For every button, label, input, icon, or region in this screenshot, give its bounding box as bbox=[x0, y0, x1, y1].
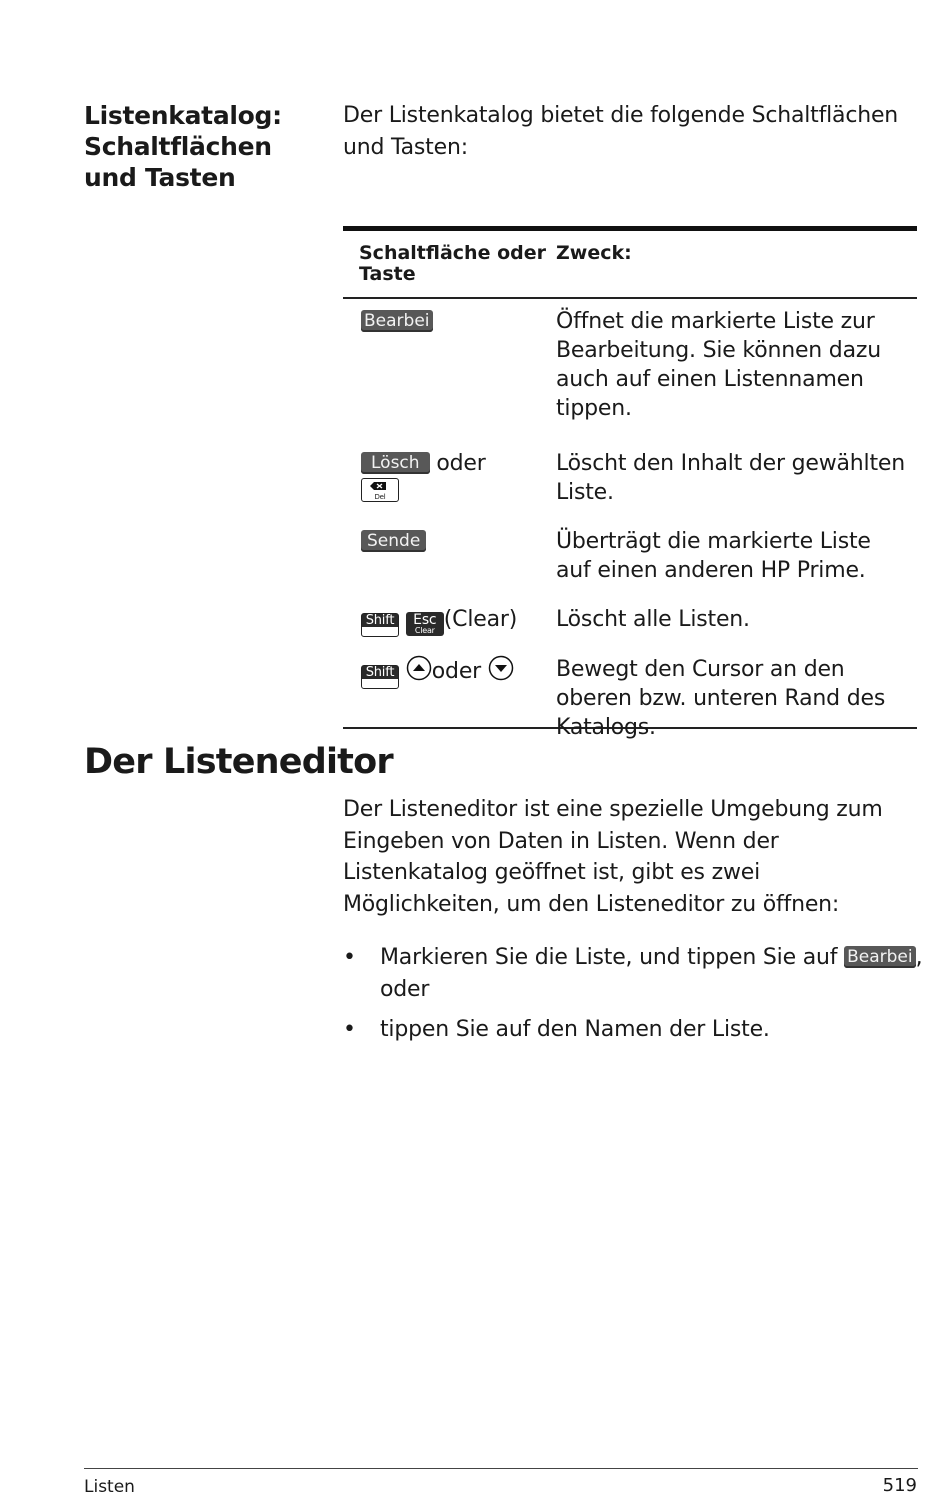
del-label: Del bbox=[374, 493, 386, 501]
footer-chapter: Listen bbox=[84, 1477, 135, 1497]
table-row bbox=[343, 527, 917, 605]
loesch-softkey: Lösch bbox=[361, 452, 430, 474]
row-middle: oder bbox=[431, 659, 482, 684]
page-number: 519 bbox=[882, 1475, 917, 1496]
intro-text: Der Listenkatalog bietet die folgende Schaltflächen und Tasten: bbox=[343, 103, 899, 160]
button-table bbox=[343, 226, 917, 740]
footer-divider bbox=[84, 1468, 918, 1469]
list-item: • tippen Sie auf den Namen der Liste. bbox=[343, 1017, 770, 1042]
shift-key: Shift bbox=[361, 613, 399, 637]
table-row bbox=[343, 655, 917, 740]
esc-key: Esc Clear bbox=[406, 612, 444, 636]
row-purpose: Öffnet die markierte Liste zur Bearbeitung. Sie können dazu auch auf einen Listennamen tippen. bbox=[556, 309, 881, 421]
list-item: • Markieren Sie die Liste, und tippen Sie auf Bearbei , oder bbox=[343, 945, 923, 1002]
delete-key bbox=[361, 478, 399, 502]
side-heading: Listenkatalog: Schaltflächen und Tasten bbox=[84, 101, 282, 192]
col-header-purpose: Zweck: bbox=[556, 242, 632, 264]
arrow-up-icon bbox=[406, 655, 432, 681]
bearbei-softkey: Bearbei bbox=[844, 946, 916, 968]
bearbei-softkey: Bearbei bbox=[361, 310, 433, 332]
row-purpose: Löscht alle Listen. bbox=[556, 607, 750, 632]
shift-key: Shift bbox=[361, 665, 399, 689]
bullet-text: Markieren Sie die Liste, und tippen Sie auf bbox=[380, 945, 838, 970]
row-purpose: Überträgt die markierte Liste auf einen anderen HP Prime. bbox=[556, 529, 871, 583]
bullet-text: tippen Sie auf den Namen der Liste. bbox=[380, 1017, 770, 1042]
row-suffix: oder bbox=[436, 451, 486, 476]
bullet-tail: , oder bbox=[380, 945, 923, 1002]
sende-softkey: Sende bbox=[361, 530, 426, 552]
body-paragraph: Der Listeneditor ist eine spezielle Umgebung zum Eingeben von Daten in Listen. Wenn der Listenkatalog geöffnet ist, gibt es zwei Möglichkeiten, um den Listeneditor zu öffnen: bbox=[343, 797, 883, 917]
section-title: Der Listeneditor bbox=[84, 742, 393, 782]
table-header bbox=[343, 231, 917, 299]
row-purpose: Bewegt den Cursor an den oberen bzw. unteren Rand des Katalogs. bbox=[556, 657, 886, 740]
row-purpose: Löscht den Inhalt der gewählten Liste. bbox=[556, 451, 905, 505]
bullet-list bbox=[343, 942, 923, 1055]
table-row bbox=[343, 449, 917, 527]
arrow-down-icon bbox=[488, 655, 514, 681]
table-row bbox=[343, 605, 917, 655]
table-row bbox=[343, 307, 917, 449]
row-suffix: (Clear) bbox=[443, 607, 518, 632]
col-header-key: Schaltfläche oder Taste bbox=[359, 242, 546, 285]
